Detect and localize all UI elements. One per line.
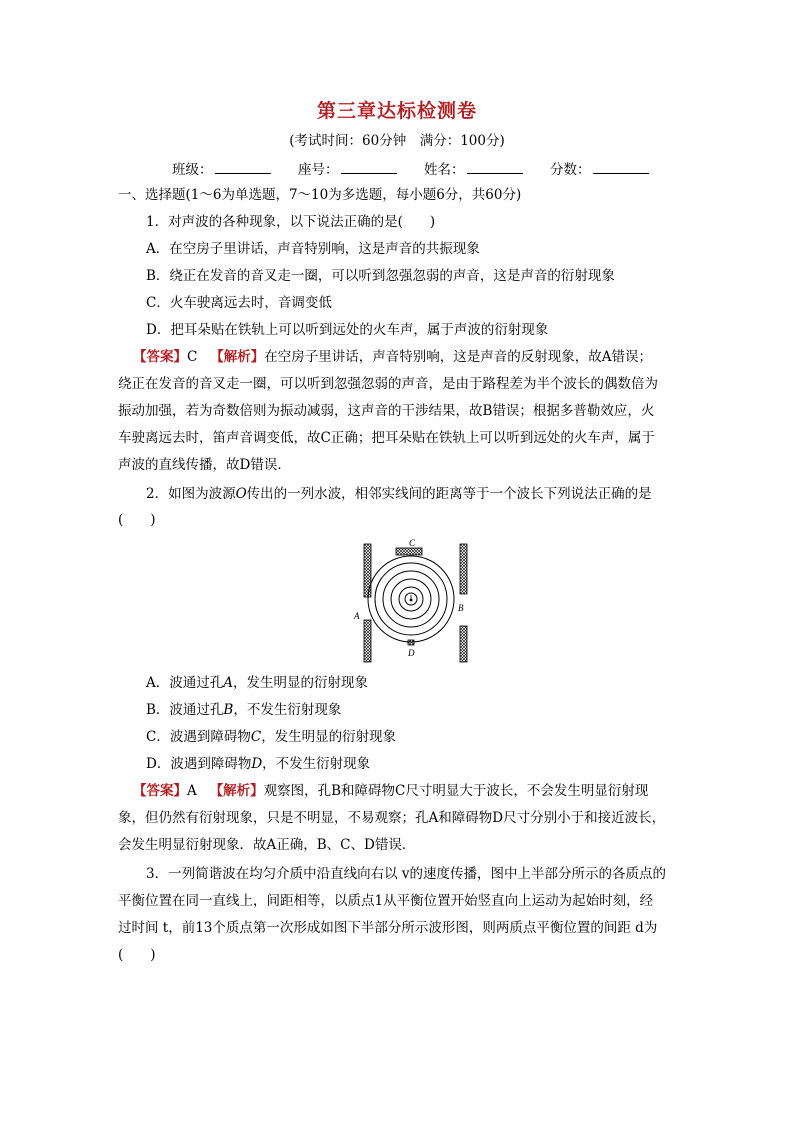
barrier-right-top — [460, 544, 467, 594]
q3-line-2: 过时间 t，前13个质点第一次形成如图下半部分所示波形图，则两质点平衡位置的间距 d为 — [118, 920, 658, 936]
q1-analysis-4: 声波的直线传播，故D错误． — [118, 457, 291, 473]
q1-answer-line — [133, 348, 652, 366]
q3-line-0: 3．一列简谐波在均匀介质中沿直线向右以 v的速度传播，图中上半部分所示的各质点的 — [146, 866, 667, 882]
q1-analysis-0: 在空房子里讲话，声音特别响，这是声音的反射现象，故A错误； — [264, 349, 652, 365]
exam-subtitle: (考试时间：60分钟 满分：100分) — [289, 133, 505, 149]
seat-blank[interactable] — [341, 160, 397, 174]
q2-analysis-2: 会发生明显衍射现象．故A正确，B、C、D错误． — [118, 837, 416, 853]
name-label: 姓名： — [424, 162, 465, 178]
answer-tag: 【答案】 — [133, 783, 187, 799]
q2-stem-a: 2．如图为波源 — [146, 486, 236, 502]
q2-d-var: D — [251, 756, 263, 772]
seat-label: 座号： — [298, 162, 339, 178]
barrier-left-top — [364, 544, 371, 597]
q2-stem-b: 传出的一列水波，相邻实线间的距离等于一个波长下列说法正确的是 — [246, 486, 652, 502]
q2-option-c — [146, 728, 396, 746]
class-blank[interactable] — [215, 160, 271, 174]
q1-analysis-3: 车驶离远去时，笛声音调变低，故C正确；把耳朵贴在铁轨上可以听到远处的火车声，属于 — [118, 430, 655, 446]
q2-answer-line — [133, 782, 648, 800]
q2-option-d — [146, 755, 370, 773]
q2-a-var: A — [223, 675, 233, 691]
q1-option-a: A．在空房子里讲话，声音特别响，这是声音的共振现象 — [146, 241, 480, 257]
q2-d-post: ，不发生衍射现象 — [262, 756, 371, 772]
class-label: 班级： — [172, 162, 213, 178]
q2-stem-line2: ( ) — [118, 512, 156, 528]
q1-analysis-1: 绕正在发音的音叉走一圈，可以听到忽强忽弱的声音，是由于路程差为半个波长的偶数倍为 — [118, 376, 658, 392]
q2-analysis-1: 象，但仍然有衍射现象，只是不明显，不易观察；孔A和障碍物D尺寸分别小于和接近波长， — [118, 810, 666, 826]
q2-b-post: ，不发生衍射现象 — [233, 702, 342, 718]
q1-option-c: C．火车驶离远去时，音调变低 — [146, 295, 332, 311]
answer-tag: 【答案】 — [133, 349, 187, 365]
name-field — [424, 158, 523, 178]
q1-stem: 1．对声波的各种现象，以下说法正确的是( ) — [146, 214, 436, 230]
q3-line-3: ( ) — [118, 947, 156, 963]
class-field — [172, 158, 271, 178]
q2-b-pre: B．波通过孔 — [146, 702, 224, 718]
section-heading: 一、选择题(1～6为单选题，7～10为多选题，每小题6分，共60分) — [118, 187, 522, 203]
q2-option-a — [146, 674, 368, 692]
q2-stem-o: O — [235, 486, 247, 502]
label-b: B — [458, 603, 464, 613]
q2-c-post: ，发生明显的衍射现象 — [261, 729, 397, 745]
obstacle-c — [396, 548, 422, 555]
seat-field — [298, 158, 397, 178]
barrier-left-bottom — [364, 620, 371, 662]
q3-line-1: 平衡位置在同一直线上，间距相等，以质点1从平衡位置开始竖直向上运动为起始时刻，经 — [118, 893, 654, 909]
q2-option-b — [146, 701, 341, 719]
q2-a-post: ，发生明显的衍射现象 — [233, 675, 368, 691]
q2-c-var: C — [250, 729, 262, 745]
q2-b-var: B — [223, 702, 234, 718]
score-blank[interactable] — [593, 160, 649, 174]
barrier-right-bottom — [460, 626, 467, 662]
q2-analysis-0: 观察图，孔B和障碍物C尺寸明显大于波长，不会发生明显衍射现 — [263, 783, 649, 799]
q2-a-pre: A．波通过孔 — [146, 675, 224, 691]
q2-c-pre: C．波遇到障碍物 — [146, 729, 251, 745]
label-d: D — [408, 648, 415, 658]
label-a: A — [354, 611, 360, 621]
score-field — [550, 158, 649, 178]
q2-answer: A — [187, 783, 197, 799]
q2-d-pre: D．波遇到障碍物 — [146, 756, 252, 772]
analysis-tag: 【解析】 — [209, 783, 264, 799]
q1-answer: C — [187, 349, 198, 365]
q1-option-d: D．把耳朵贴在铁轨上可以听到远处的火车声，属于声波的衍射现象 — [146, 322, 549, 338]
q1-option-b: B．绕正在发音的音叉走一圈，可以听到忽强忽弱的声音，这是声音的衍射现象 — [146, 268, 615, 284]
name-blank[interactable] — [467, 160, 523, 174]
label-c: C — [409, 538, 416, 548]
score-label: 分数： — [550, 162, 591, 178]
wave-diffraction-figure — [350, 536, 470, 666]
page-title: 第三章达标检测卷 — [316, 100, 477, 122]
q1-analysis-2: 振动加强，若为奇数倍则为振动减弱，这声音的干涉结果，故B错误；根据多普勒效应，火 — [118, 403, 655, 419]
q2-stem-line1 — [146, 485, 652, 503]
analysis-tag: 【解析】 — [210, 349, 265, 365]
